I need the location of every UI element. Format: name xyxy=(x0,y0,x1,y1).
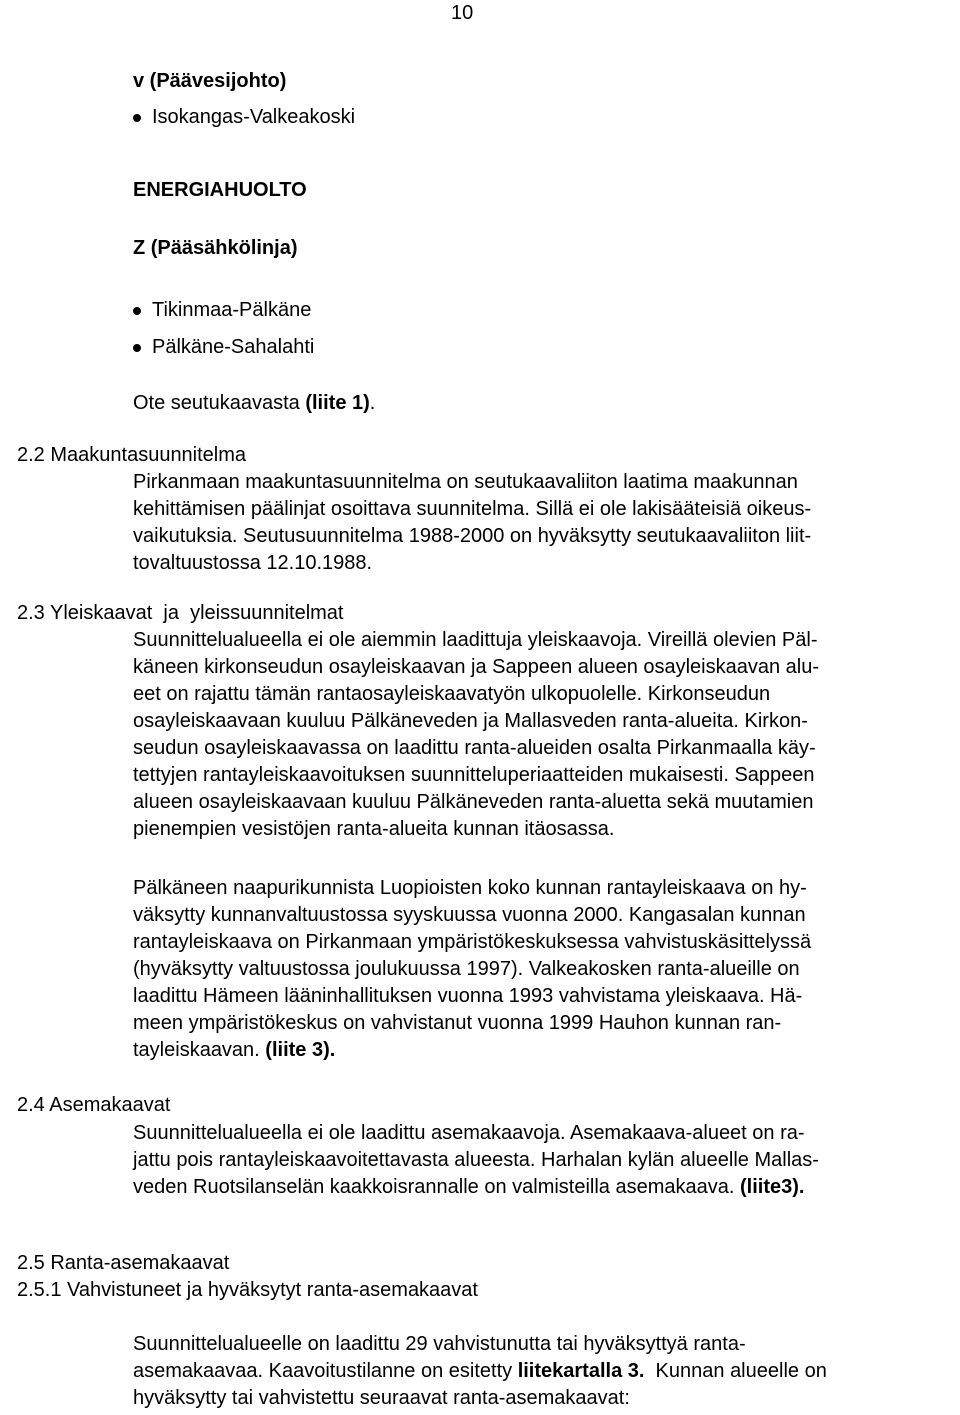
section-2-4-heading: 2.4 Asemakaavat xyxy=(17,1094,171,1116)
section-2-5-1-heading: 2.5.1 Vahvistuneet ja hyväksytyt ranta-asemakaavat xyxy=(17,1279,478,1301)
water-main-heading: v (Päävesijohto) xyxy=(133,70,287,92)
page-number: 10 xyxy=(451,2,474,24)
excerpt-note: Ote seutukaavasta (liite 1). xyxy=(133,392,376,414)
section-2-3-para-1: Suunnittelualueella ei ole aiemmin laadittuja yleiskaavoja. Vireillä olevien Päl- käneen kirkonseudun osayleiskaavan ja Sappeen alueen osayleiskaavan alu- eet on rajattu tämän rantaosayleiskaavatyön ulkopuolelle. Kirkonseudun osayleiskaavaan kuuluu Pälkäneveden ja Mallasveden ranta-alueita. Kirkon- seudun osayleiskaavassa on laadittu ranta-alueiden osalta Pirkanmaalla käy- tettyjen rantayleiskaavoituksen suunnitteluperiaatteiden mukaisesti. Sappeen alueen osayleiskaavaan kuuluu Pälkäneveden ranta-aluetta sekä muutamien pienempien vesistöjen ranta-alueita kunnan itäosassa. xyxy=(133,629,820,840)
appendix-ref: (liite 1) xyxy=(305,392,370,414)
bullet-icon xyxy=(133,307,141,315)
section-2-5-1-body: Suunnittelualueelle on laadittu 29 vahvistunutta tai hyväksyttyä ranta- asemakaavaa. Kaavoitustilanne on esitetty liitekartalla 3. Kunnan alueelle on hyväksytty tai vahvistettu seuraavat ranta-asemakaavat: xyxy=(133,1333,827,1409)
bullet-icon xyxy=(133,114,141,122)
section-2-4-body: Suunnittelualueella ei ole laadittu asemakaavoja. Asemakaava-alueet on ra- jattu pois rantayleiskaavoitettavasta alueesta. Harhalan kylän alueelle Mallas- veden Ruotsilanselän kaakkoisrannalle on valmisteilla asemakaava. (liite3). xyxy=(133,1122,819,1198)
section-2-3-para-2: Pälkäneen naapurikunnista Luopioisten koko kunnan rantayleiskaava on hy- väksytty kunnanvaltuustossa syyskuussa vuonna 2000. Kangasalan kunnan rantayleiskaava on Pirkanmaan ympäristökeskuksessa vahvistuskäsittelyssä (hyväksytty valtuustossa joulukuussa 1997). Valkeakosken ranta-alueille on laadittu Hämeen lääninhallituksen vuonna 1993 vahvistama yleiskaava. Hä- meen ympäristökeskus on vahvistanut vuonna 1999 Hauhon kunnan ran- tayleiskaavan. (liite 3). xyxy=(133,877,812,1061)
energy-heading: ENERGIAHUOLTO xyxy=(133,179,307,201)
power-line-heading: Z (Pääsähkölinja) xyxy=(133,237,298,259)
section-2-5-heading: 2.5 Ranta-asemakaavat xyxy=(17,1252,230,1274)
water-main-item: Isokangas-Valkeakoski xyxy=(152,106,356,128)
power-line-item: Pälkäne-Sahalahti xyxy=(152,336,315,358)
section-2-2-body: Pirkanmaan maakuntasuunnitelma on seutukaavaliiton laatima maakunnan kehittämisen päälinjat osoittava suunnitelma. Sillä ei ole lakisääteisiä oikeus- vaikutuksia. Seutusuunnitelma 1988-2000 on hyväksytty seutukaavaliiton liit- tovaltuustossa 12.10.1988. xyxy=(133,471,812,574)
bullet-icon xyxy=(133,344,141,352)
map-ref: liitekartalla 3. xyxy=(517,1360,645,1382)
appendix-ref: (liite 3). xyxy=(265,1039,336,1061)
power-line-item: Tikinmaa-Pälkäne xyxy=(152,299,312,321)
section-2-3-heading: 2.3 Yleiskaavat ja yleissuunnitelmat xyxy=(17,602,344,624)
section-2-2-heading: 2.2 Maakuntasuunnitelma xyxy=(17,444,247,466)
appendix-ref: (liite3). xyxy=(740,1176,805,1198)
